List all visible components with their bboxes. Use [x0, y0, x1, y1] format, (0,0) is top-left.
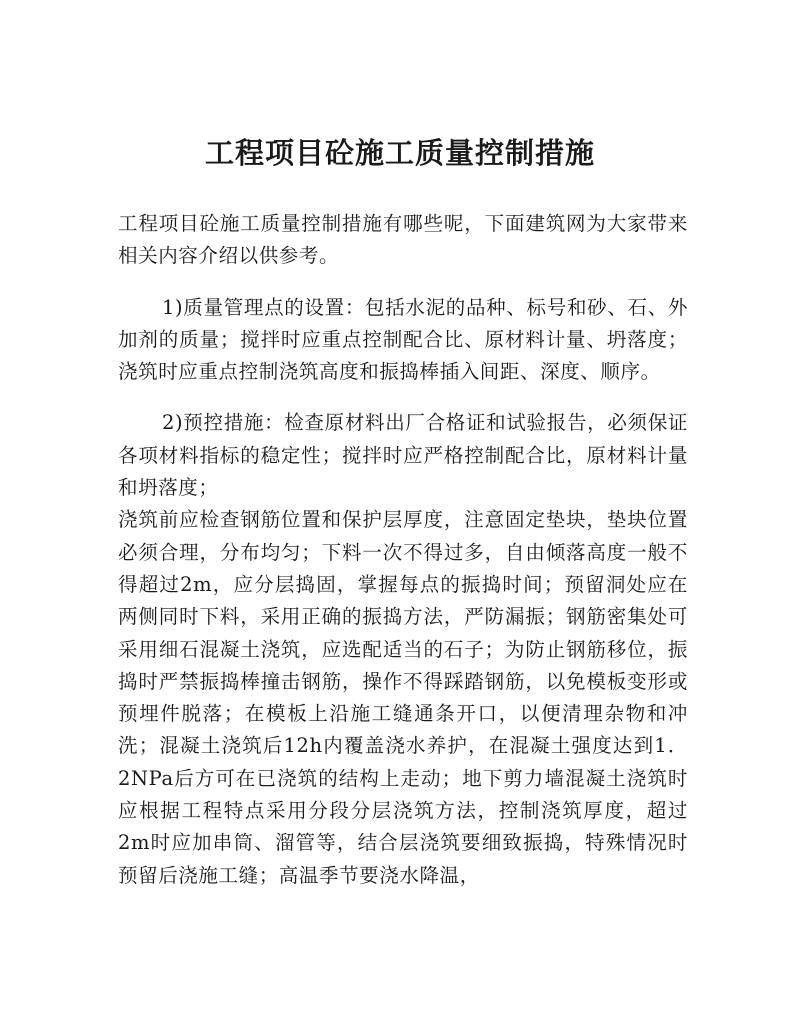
quality-control-points-paragraph: 1)质量管理点的设置：包括水泥的品种、标号和砂、石、外加剂的质量；搅拌时应重点控制配合比、原材料计量、坍落度；浇筑时应重点控制浇筑高度和振捣棒插入间距、深度、顺序。 [118, 295, 688, 384]
paragraph-gap [118, 388, 688, 407]
paragraph-gap [118, 273, 688, 292]
pouring-measures-paragraph: 浇筑前应检查钢筋位置和保护层厚度，注意固定垫块，垫块位置必须合理，分布均匀；下料一次不得过多，自由倾落高度一般不得超过2m，应分层捣固，掌握每点的振捣时间；预留洞处应在两侧同时下料，采用正确的振捣方法，严防漏振；钢筋密集处可采用细石混凝土浇筑，应选配适当的石子；为防止钢筋移位，振捣时严禁振捣棒撞击钢筋，操作不得踩踏钢筋，以免模板变形或预埋件脱落；在模板上沿施工缝通条开口，以便清理杂物和冲洗；混凝土浇筑后12h内覆盖浇水养护，在混凝土强度达到1．2NPa后方可在已浇筑的结构上走动；地下剪力墙混凝土浇筑时应根据工程特点采用分段分层浇筑方法，控制浇筑厚度，超过2m时应加串筒、溜管等，结合层浇筑要细致振捣，特殊情况时预留后浇施工缝；高温季节要浇水降温， [118, 508, 688, 887]
intro-paragraph: 工程项目砼施工质量控制措施有哪些呢，下面建筑网为大家带来相关内容介绍以供参考。 [118, 212, 688, 268]
page-title: 工程项目砼施工质量控制措施 [204, 136, 595, 170]
document-body [118, 208, 688, 892]
preventive-measures-paragraph: 2)预控措施：检查原材料出厂合格证和试验报告，必须保证各项材料指标的稳定性；搅拌时应严格控制配合比，原材料计量和坍落度； [118, 411, 688, 500]
